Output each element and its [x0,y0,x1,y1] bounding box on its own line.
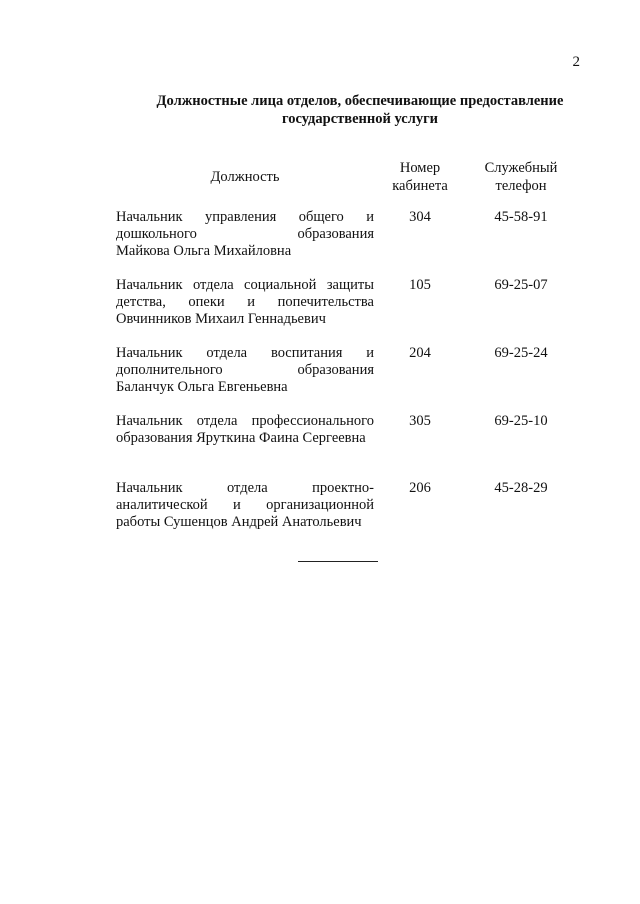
position-line: Начальник отдела социальной защиты [116,277,374,293]
header-phone-line-2: телефон [495,178,547,194]
position-line: дополнительного образования [116,362,374,378]
position-line: образования Яруткина Фаина Сергеевна [116,430,366,446]
header-phone [472,159,570,195]
position-line: дошкольного образования [116,226,374,242]
table-row [116,209,586,277]
position-cell [116,480,374,531]
position-line: Начальник управления общего и [116,209,374,225]
room-cell: 204 [409,345,431,361]
table-row [116,345,586,413]
table-row [116,413,586,480]
position-line: Баланчук Ольга Евгеньевна [116,379,288,395]
header-room-line-1: Номер [399,160,441,176]
title-line-1: Должностные лица отделов, обеспечивающие предоставление [156,93,564,109]
phone-cell: 45-28-29 [494,480,548,496]
room-cell: 305 [409,413,431,429]
phone-cell: 69-25-10 [494,413,548,429]
position-line: Овчинников Михаил Геннадьевич [116,311,326,327]
position-line: работы Сушенцов Андрей Анатольевич [116,514,362,530]
header-room [378,159,462,195]
position-line: Начальник отдела профессионального [116,413,374,429]
position-line: аналитической и организационной [116,497,374,513]
document-title [150,92,570,128]
position-cell [116,209,374,260]
position-cell [116,345,374,396]
header-room-line-2: кабинета [392,178,448,194]
position-line: Майкова Ольга Михайловна [116,243,292,259]
phone-cell: 69-25-07 [494,277,548,293]
phone-cell: 69-25-24 [494,345,548,361]
position-line: детства, опеки и попечительства [116,294,374,310]
room-cell: 304 [409,209,431,225]
phone-cell: 45-58-91 [494,209,548,225]
position-line: Начальник отдела воспитания и [116,345,374,361]
position-cell [116,413,374,447]
title-line-2: государственной услуги [281,111,439,127]
position-line: Начальник отдела проектно- [116,480,374,496]
table-row [116,480,586,548]
position-cell [116,277,374,328]
end-of-document-divider [298,561,378,562]
page-number: 2 [572,54,580,70]
table-row [116,277,586,345]
header-position: Должность [210,169,280,185]
officials-table [116,209,586,548]
room-cell: 105 [409,277,431,293]
header-phone-line-1: Служебный [484,160,558,176]
room-cell: 206 [409,480,431,496]
